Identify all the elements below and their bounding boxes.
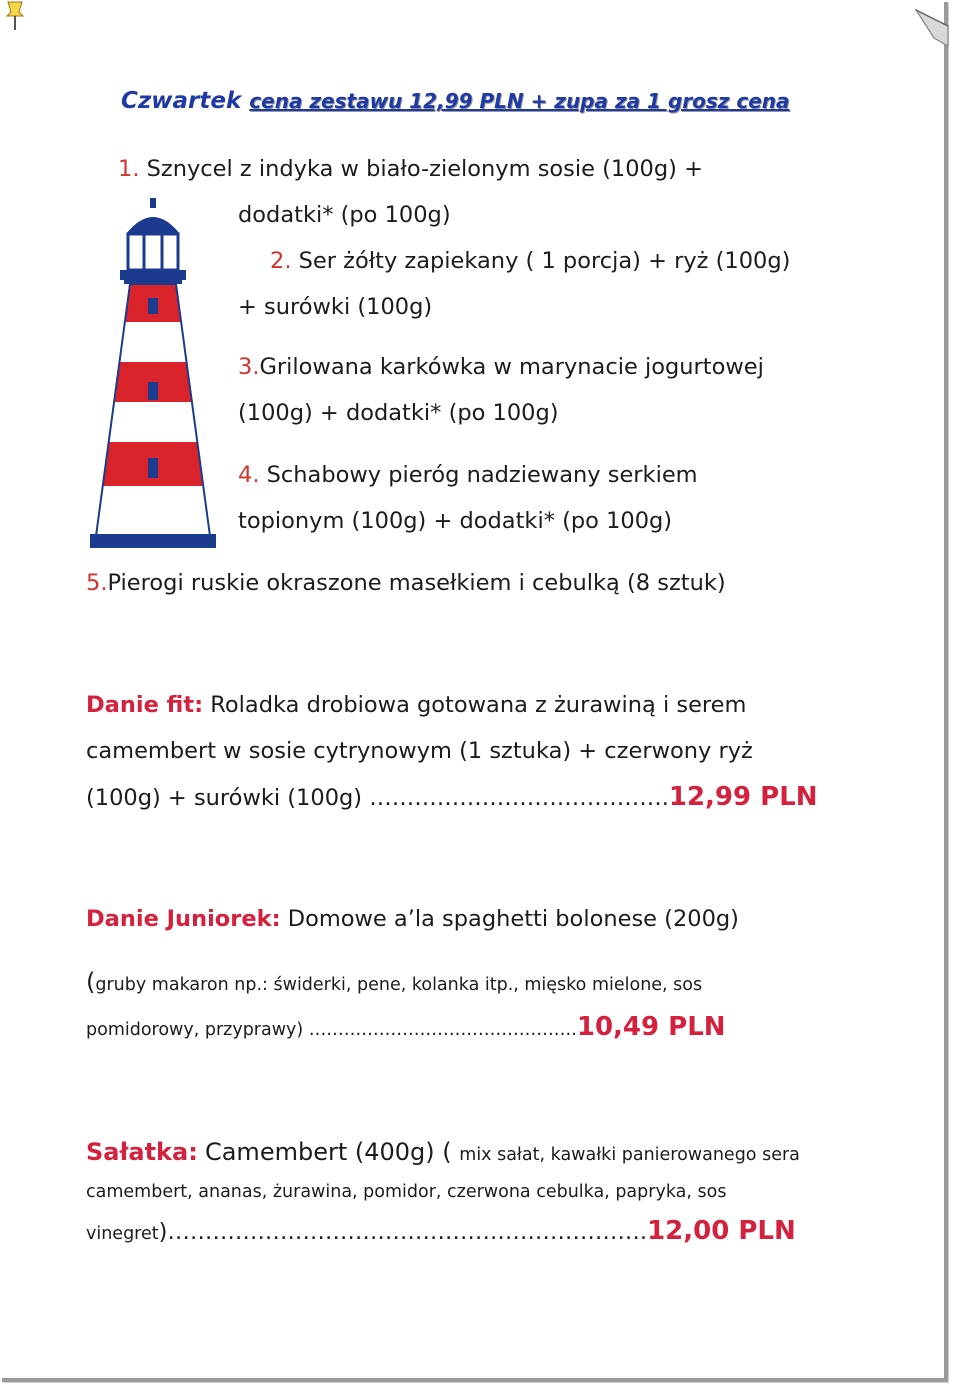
salad-line-1: Camembert (400g) ( xyxy=(204,1138,460,1166)
menu-item-1-cont: dodatki* (po 100g) xyxy=(238,202,451,228)
fit-line-3 xyxy=(86,782,818,812)
menu-item-1 xyxy=(118,156,703,182)
item-text: Ser żółty zapiekany ( 1 porcja) + ryż (100g) xyxy=(298,248,791,274)
fit-dish xyxy=(86,692,746,718)
item-number: 3. xyxy=(238,354,260,380)
salad-dish xyxy=(86,1138,800,1166)
salad-line-3-small: vinegret xyxy=(86,1224,159,1244)
menu-item-3 xyxy=(238,354,764,380)
menu-item-2 xyxy=(270,248,790,274)
salad-line-3 xyxy=(86,1216,796,1246)
item-text: Pierogi ruskie okraszone masełkiem i cebulką (8 sztuk) xyxy=(107,570,726,596)
day-title: Czwartek xyxy=(121,88,242,114)
juniorek-dish xyxy=(86,906,739,932)
fit-line-3-text: (100g) + surówki (100g) …………………………………. xyxy=(86,785,669,811)
salad-label: Sałatka: xyxy=(86,1138,198,1166)
pushpin-icon xyxy=(4,0,26,32)
juniorek-line-3-text: pomidorowy, przyprawy) ………………………………………. xyxy=(86,1020,577,1040)
page-fold-icon xyxy=(914,8,950,48)
menu-item-4-cont: topionym (100g) + dodatki* (po 100g) xyxy=(238,508,673,534)
juniorek-price: 10,49 PLN xyxy=(576,1012,726,1042)
fit-line-1: Roladka drobiowa gotowana z żurawiną i serem xyxy=(210,692,747,718)
salad-line-1-small: mix sałat, kawałki panierowanego sera xyxy=(459,1145,800,1165)
fit-line-2: camembert w sosie cytrynowym (1 sztuka) + czerwony ryż xyxy=(86,738,753,764)
item-text: Sznycel z indyka w biało-zielonym sosie (100g) + xyxy=(146,156,703,182)
menu-item-4 xyxy=(238,462,698,488)
menu-item-3-cont: (100g) + dodatki* (po 100g) xyxy=(238,400,559,426)
item-number: 2. xyxy=(270,248,292,274)
item-text: Schabowy pieróg nadziewany serkiem xyxy=(266,462,698,488)
juniorek-line-1: Domowe a’la spaghetti bolonese (200g) xyxy=(287,906,739,932)
salad-price: 12,00 PLN xyxy=(647,1216,796,1246)
salad-line-2: camembert, ananas, żurawina, pomidor, czerwona cebulka, papryka, sos xyxy=(86,1182,727,1202)
juniorek-line-3 xyxy=(86,1012,726,1042)
juniorek-line-2-text: gruby makaron np.: świderki, pene, kolanka itp., mięsko mielone, sos xyxy=(95,975,703,995)
salad-line-3-rest: )………………………………………………………. xyxy=(158,1219,648,1245)
fit-price: 12,99 PLN xyxy=(668,782,818,812)
juniorek-paren: ( xyxy=(86,968,96,996)
menu-header xyxy=(121,88,790,114)
juniorek-label: Danie Juniorek: xyxy=(86,906,281,932)
item-number: 4. xyxy=(238,462,260,488)
item-number: 1. xyxy=(118,156,140,182)
menu-item-2-cont: + surówki (100g) xyxy=(238,294,433,320)
item-number: 5. xyxy=(86,570,108,596)
set-price-note: cena zestawu 12,99 PLN + zupa za 1 grosz cena xyxy=(249,89,790,113)
juniorek-line-2 xyxy=(86,968,702,996)
fit-label: Danie fit: xyxy=(86,692,204,718)
lighthouse-illustration xyxy=(86,196,220,554)
menu-item-5 xyxy=(86,570,726,596)
item-text: Grilowana karkówka w marynacie jogurtowej xyxy=(259,354,764,380)
